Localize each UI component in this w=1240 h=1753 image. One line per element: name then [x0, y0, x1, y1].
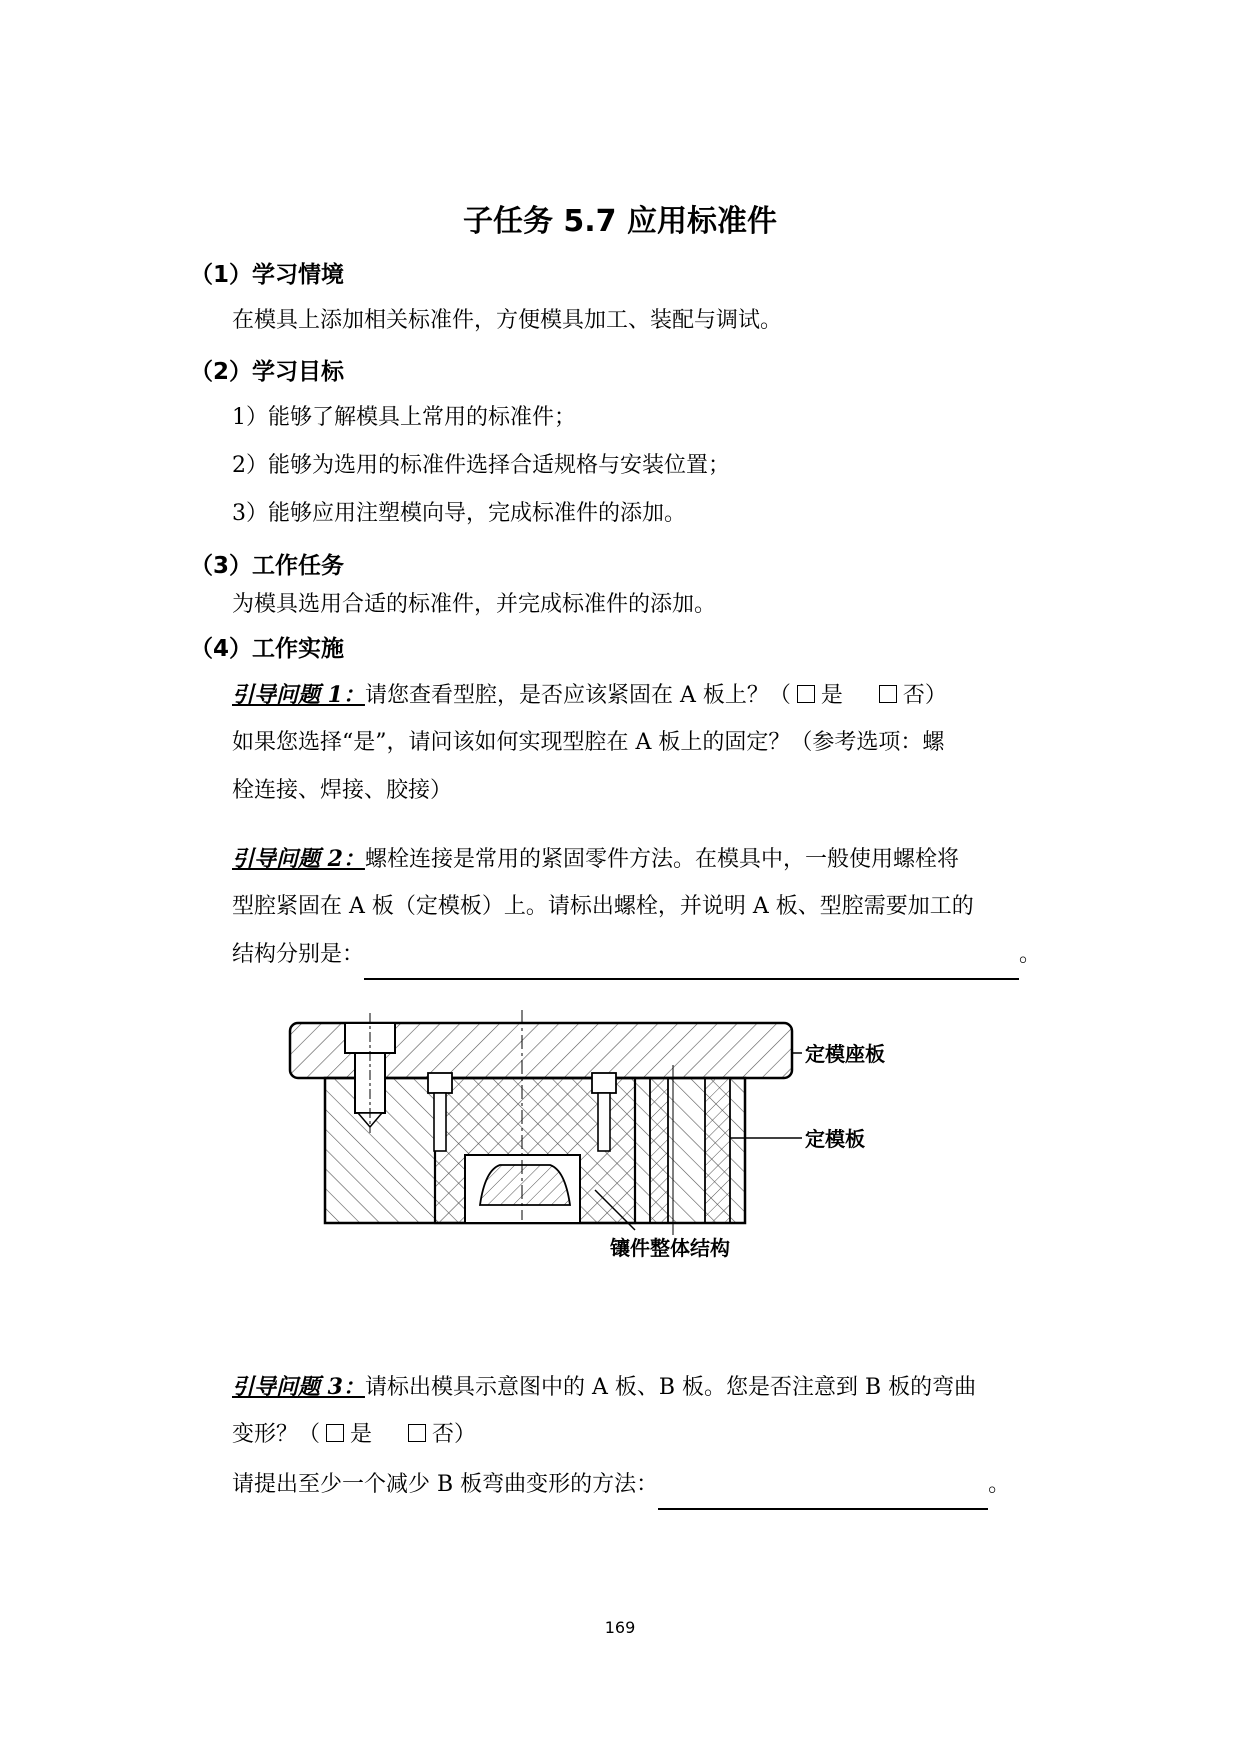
question-1-line-3: 栓连接、焊接、胶接） — [232, 778, 453, 803]
label-insert: 镶件整体结构 — [610, 1236, 730, 1260]
screw-head-right — [592, 1073, 616, 1093]
objective-1: 1）能够了解模具上常用的标准件； — [232, 405, 576, 430]
label-a-plate: 定模板 — [805, 1127, 865, 1151]
yes-checkbox[interactable] — [797, 685, 815, 703]
question-3-line-3: 请提出至少一个减少 B 板弯曲变形的方法： 。 — [232, 1460, 1010, 1510]
section-heading-4: （4）工作实施 — [190, 636, 345, 662]
no-checkbox[interactable] — [879, 685, 897, 703]
no-checkbox-2[interactable] — [408, 1424, 426, 1442]
question-2-line-2: 型腔紧固在 A 板（定模板）上。请标出螺栓，并说明 A 板、型腔需要加工的 — [232, 894, 974, 919]
question-3-line-1: 引导问题 3：请标出模具示意图中的 A 板、B 板。您是否注意到 B 板的弯曲 — [232, 1374, 977, 1400]
question-2-label: 引导问题 2： — [232, 846, 365, 872]
section-1-text: 在模具上添加相关标准件，方便模具加工、装配与调试。 — [232, 308, 783, 333]
question-3-line-2: 变形？（ 是 否） — [232, 1422, 477, 1447]
question-2-line-3: 结构分别是： 。 — [232, 930, 1041, 980]
section-3-text: 为模具选用合适的标准件，并完成标准件的添加。 — [232, 592, 717, 617]
answer-blank-2[interactable] — [364, 956, 1019, 980]
page-title: 子任务 5.7 应用标准件 — [462, 204, 778, 239]
section-heading-3: （3）工作任务 — [190, 553, 345, 579]
screw-head-left — [428, 1073, 452, 1093]
question-1-line-1: 引导问题 1：请您查看型腔，是否应该紧固在 A 板上？（ 是 否） — [232, 682, 947, 708]
label-top-clamp-plate: 定模座板 — [805, 1042, 885, 1066]
question-2-line-1: 引导问题 2：螺栓连接是常用的紧固零件方法。在模具中，一般使用螺栓将 — [232, 846, 959, 872]
question-3-label: 引导问题 3： — [232, 1374, 365, 1400]
section-heading-1: （1）学习情境 — [190, 262, 345, 288]
answer-blank-3[interactable] — [658, 1486, 988, 1510]
yes-checkbox-2[interactable] — [326, 1424, 344, 1442]
mold-cross-section-figure — [280, 1005, 1000, 1300]
objective-2: 2）能够为选用的标准件选择合适规格与安装位置； — [232, 453, 730, 478]
objective-3: 3）能够应用注塑模向导，完成标准件的添加。 — [232, 501, 686, 526]
section-heading-2: （2）学习目标 — [190, 359, 345, 385]
question-1-label: 引导问题 1： — [232, 682, 365, 708]
page-number: 169 — [604, 1618, 636, 1637]
question-1-line-2: 如果您选择“是”，请问该如何实现型腔在 A 板上的固定？（参考选项：螺 — [232, 730, 945, 755]
